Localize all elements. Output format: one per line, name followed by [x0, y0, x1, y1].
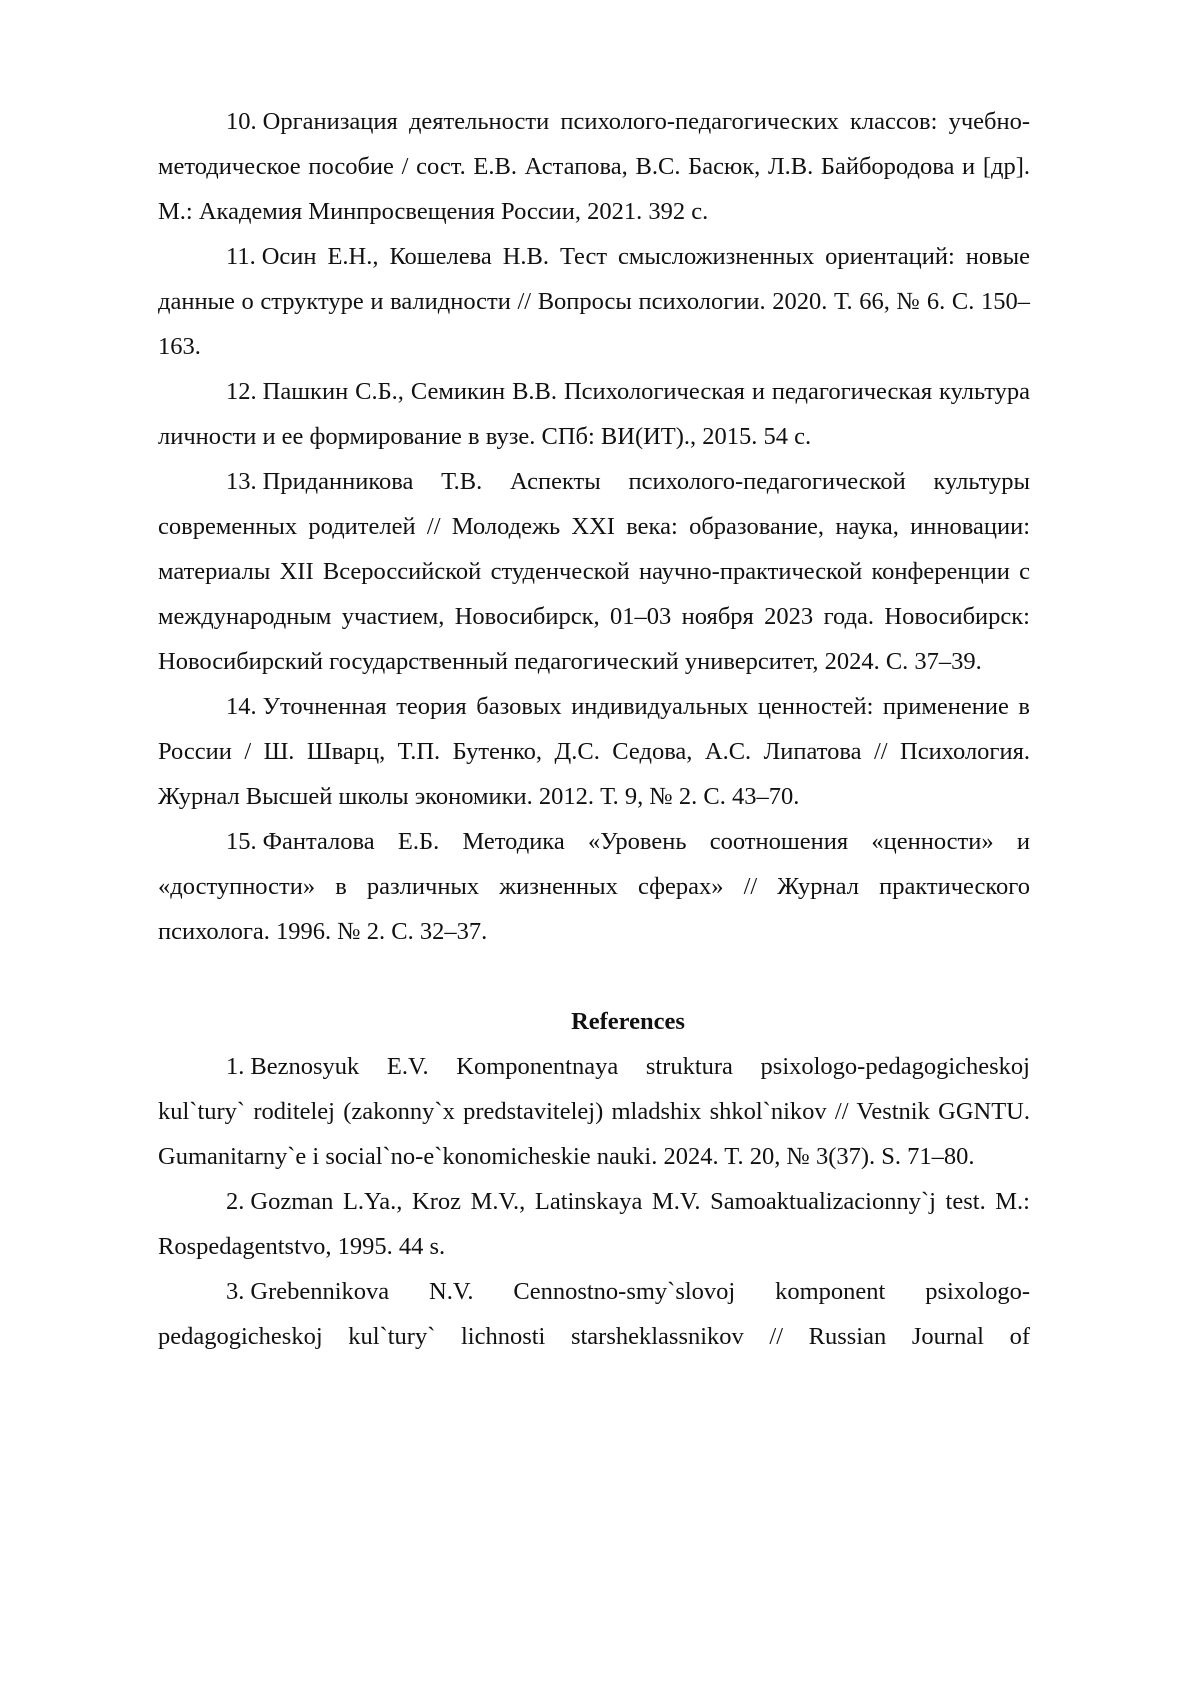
entry-number: 13. [226, 468, 257, 495]
references-heading: References [158, 999, 1030, 1044]
entry-text: Пашкин С.Б., Семикин В.В. Психологическая и педагогическая культура личности и ее формирование в вузе. СПб: ВИ(ИТ)., 2015. 54 с. [158, 378, 1030, 450]
entry-number: 15. [226, 828, 257, 855]
entry-number: 2. [226, 1188, 244, 1215]
references-list [158, 1044, 1030, 1359]
bibliography-entry [158, 99, 1030, 234]
bibliography-entry [158, 369, 1030, 459]
bibliography-entry [158, 234, 1030, 369]
entry-text: Фанталова Е.Б. Методика «Уровень соотношения «ценности» и «доступности» в различных жизненных сферах» // Журнал практического психолога. 1996. № 2. С. 32–37. [158, 828, 1030, 945]
entry-text: Уточненная теория базовых индивидуальных ценностей: применение в России / Ш. Шварц, Т.П. Бутенко, Д.С. Седова, А.С. Липатова // Психология. Журнал Высшей школы экономики. 2012. Т. 9, № 2. С. 43–70. [158, 693, 1030, 810]
entry-number: 3. [226, 1278, 244, 1305]
bibliography-entry [158, 684, 1030, 819]
bibliography-entry [158, 819, 1030, 954]
entry-number: 11. [226, 243, 256, 270]
entry-number: 10. [226, 108, 257, 135]
document-page [158, 99, 1030, 1359]
entry-text: Beznosyuk E.V. Komponentnaya struktura psixologo-pedagogicheskoj kul`tury` roditelej (zakonny`x predstavitelej) mladshix shkol`nikov // Vestnik GGNTU. Gumanitarny`e i social`no-e`konomicheskie nauki. 2024. T. 20, № 3(37). S. 71–80. [158, 1053, 1030, 1170]
entry-text: Grebennikova N.V. Cennostno-smy`slovoj komponent psixologo-pedagogicheskoj kul`tury` lichnosti starsheklassnikov // Russian Journal of [158, 1278, 1030, 1350]
entry-number: 1. [226, 1053, 244, 1080]
entry-text: Организация деятельности психолого-педагогических классов: учебно-методическое пособие / сост. Е.В. Астапова, В.С. Басюк, Л.В. Байбородова и [др]. М.: Академия Минпросвещения России, 2021. 392 с. [158, 108, 1030, 225]
bibliography-entry [158, 459, 1030, 684]
reference-entry [158, 1044, 1030, 1179]
entry-text: Gozman L.Ya., Kroz M.V., Latinskaya M.V. Samoaktualizacionny`j test. M.: Rospedagentstvo, 1995. 44 s. [158, 1188, 1030, 1260]
entry-number: 14. [226, 693, 257, 720]
entry-number: 12. [226, 378, 257, 405]
reference-entry [158, 1179, 1030, 1269]
reference-entry [158, 1269, 1030, 1359]
entry-text: Приданникова Т.В. Аспекты психолого-педагогической культуры современных родителей // Молодежь XXI века: образование, наука, инновации: материалы XII Всероссийской студенческой научно-практической конференции с международным участием, Новосибирск, 01–03 ноября 2023 года. Новосибирск: Новосибирский государственный педагогический университет, 2024. С. 37–39. [158, 468, 1030, 675]
entry-text: Осин Е.Н., Кошелева Н.В. Тест смысложизненных ориентаций: новые данные о структуре и валидности // Вопросы психологии. 2020. Т. 66, № 6. С. 150–163. [158, 243, 1030, 360]
russian-bibliography [158, 99, 1030, 954]
